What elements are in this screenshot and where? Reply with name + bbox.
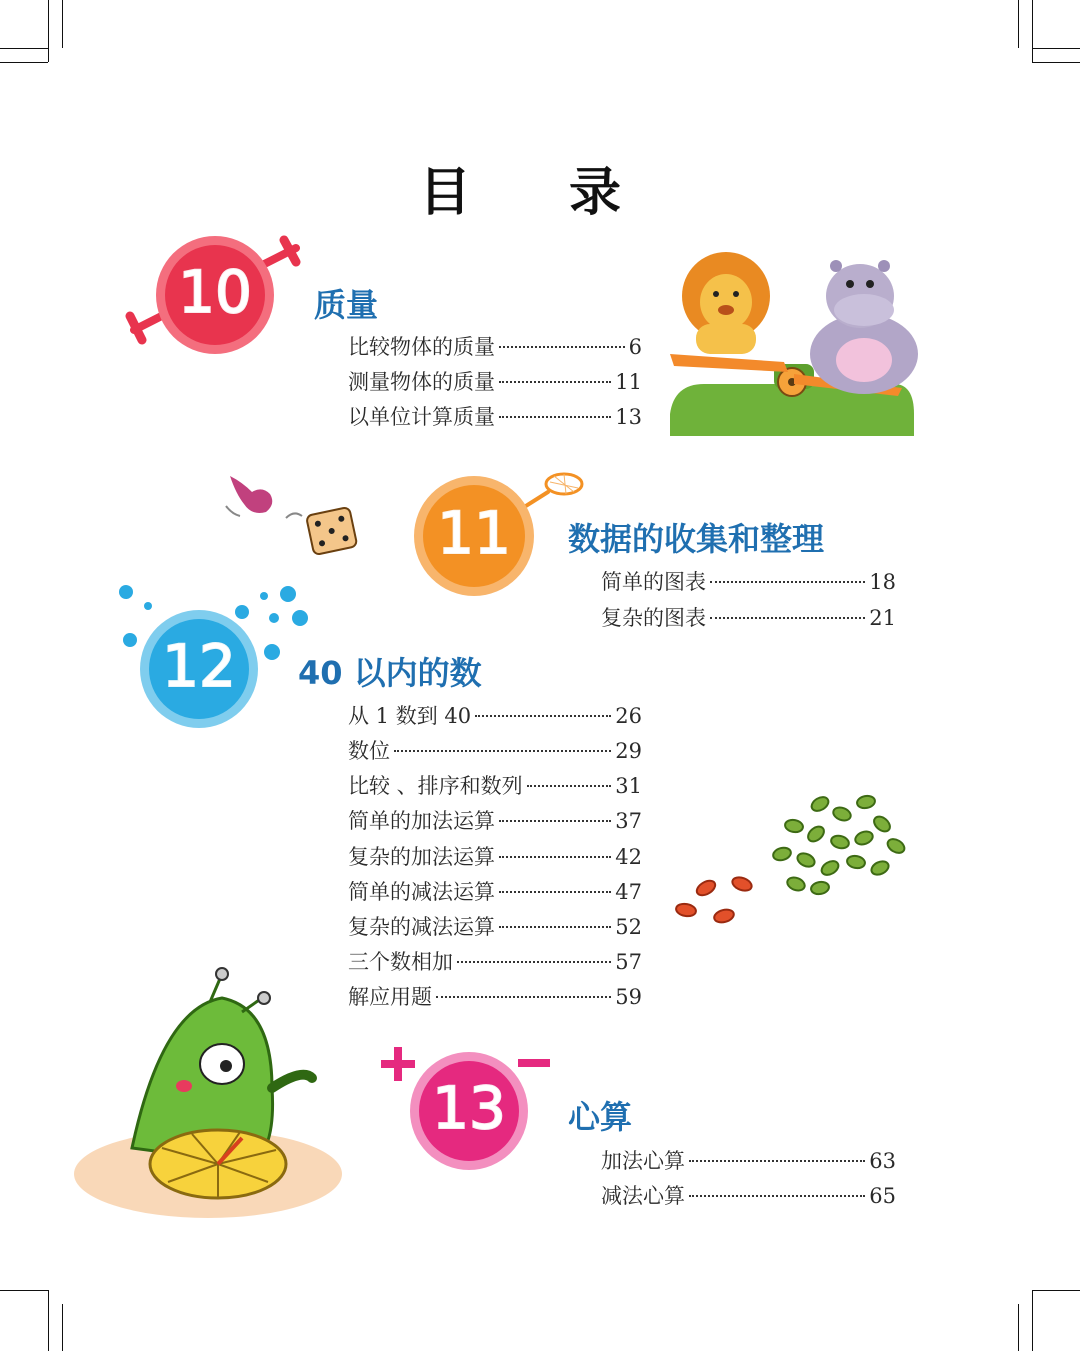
leader-dots — [499, 346, 625, 348]
toc-entry-page: 63 — [869, 1149, 896, 1173]
crop-mark — [48, 1290, 49, 1351]
leader-dots — [457, 961, 611, 963]
crop-mark — [62, 0, 63, 48]
lion-hippo-scale-illustration — [664, 244, 924, 444]
toc-entry-label: 减法心算 — [601, 1184, 685, 1208]
unit-13-title[interactable]: 心算 — [568, 1098, 633, 1136]
crop-mark — [1032, 48, 1080, 49]
toc-entry[interactable] — [348, 842, 642, 872]
toc-entry[interactable] — [348, 332, 642, 362]
leader-dots — [436, 996, 611, 998]
toc-entry[interactable] — [348, 947, 642, 977]
toc-entry-label: 从 1 数到 40 — [348, 704, 472, 728]
leader-dots — [499, 820, 611, 822]
unit-10-number: 10 — [178, 258, 252, 326]
toc-entry[interactable] — [348, 912, 642, 942]
unit-12-number: 12 — [162, 632, 236, 700]
toc-entry-page: 6 — [628, 335, 642, 359]
unit-10-title[interactable]: 质量 — [314, 286, 379, 324]
crop-mark — [1032, 1290, 1033, 1351]
toc-entry[interactable] — [601, 1181, 896, 1211]
toc-entry-label: 以单位计算质量 — [348, 405, 495, 429]
toc-entry-label: 简单的加法运算 — [348, 809, 495, 833]
toc-entry-label: 三个数相加 — [348, 950, 453, 974]
toc-entry-page: 11 — [615, 370, 642, 394]
crop-mark — [1032, 0, 1033, 62]
toc-entry[interactable] — [348, 402, 642, 432]
unit-11-number: 11 — [437, 499, 511, 567]
toc-entry-label: 比较物体的质量 — [348, 335, 495, 359]
toc-entry[interactable] — [348, 877, 642, 907]
leader-dots — [499, 416, 611, 418]
toc-entry-label: 复杂的加法运算 — [348, 845, 495, 869]
crop-mark — [0, 48, 48, 49]
hand-rolling-dice-illustration — [222, 472, 372, 562]
toc-entry-page: 42 — [615, 845, 642, 869]
toc-entry-label: 简单的减法运算 — [348, 880, 495, 904]
toc-entry-page: 21 — [869, 606, 896, 630]
toc-entry-label: 加法心算 — [601, 1149, 685, 1173]
leader-dots — [499, 856, 611, 858]
crop-mark — [1032, 62, 1080, 63]
unit-11-title[interactable]: 数据的收集和整理 — [568, 520, 825, 558]
toc-entry[interactable] — [348, 701, 642, 731]
toc-entry-page: 31 — [615, 774, 642, 798]
crop-mark — [0, 1290, 48, 1291]
toc-entry[interactable] — [348, 736, 642, 766]
toc-entry-page: 26 — [615, 704, 642, 728]
page-title: 目 录 — [418, 163, 662, 223]
toc-entry[interactable] — [348, 367, 642, 397]
leader-dots — [499, 381, 611, 383]
leader-dots — [689, 1160, 865, 1162]
toc-entry-page: 57 — [615, 950, 642, 974]
toc-entry-label: 简单的图表 — [601, 570, 706, 594]
toc-entry[interactable] — [348, 982, 642, 1012]
toc-entry[interactable] — [601, 1146, 896, 1176]
toc-entry-label: 测量物体的质量 — [348, 370, 495, 394]
toc-entry-page: 13 — [615, 405, 642, 429]
leader-dots — [499, 926, 611, 928]
crop-mark — [1018, 0, 1019, 48]
toc-entry-page: 59 — [615, 985, 642, 1009]
crop-mark — [62, 1304, 63, 1351]
toc-entry-page: 52 — [615, 915, 642, 939]
leader-dots — [710, 617, 865, 619]
crop-mark — [0, 62, 48, 63]
crop-mark — [1032, 1290, 1080, 1291]
toc-entry-label: 复杂的减法运算 — [348, 915, 495, 939]
toc-entry-label: 复杂的图表 — [601, 606, 706, 630]
leader-dots — [475, 715, 611, 717]
leader-dots — [394, 750, 611, 752]
leader-dots — [527, 785, 612, 787]
leader-dots — [710, 581, 865, 583]
toc-entry[interactable] — [601, 603, 896, 633]
unit-12-title[interactable]: 40 以内的数 — [298, 654, 482, 692]
toc-entry-page: 18 — [869, 570, 896, 594]
crop-mark — [1018, 1304, 1019, 1351]
toc-entry[interactable] — [348, 771, 642, 801]
crop-mark — [48, 0, 49, 62]
toc-entry[interactable] — [348, 806, 642, 836]
toc-entry-label: 数位 — [348, 739, 390, 763]
leader-dots — [499, 891, 611, 893]
minus-icon — [518, 1059, 550, 1069]
toc-entry[interactable] — [601, 567, 896, 597]
toc-entry-page: 29 — [615, 739, 642, 763]
toc-entry-label: 解应用题 — [348, 985, 432, 1009]
toc-entry-page: 65 — [869, 1184, 896, 1208]
toc-entry-label: 比较 、排序和数列 — [348, 774, 523, 798]
toc-entry-page: 47 — [615, 880, 642, 904]
green-alien-spinner-illustration — [72, 968, 342, 1228]
unit-13-number: 13 — [432, 1074, 506, 1142]
toc-entry-page: 37 — [615, 809, 642, 833]
beans-illustration — [670, 784, 920, 934]
leader-dots — [689, 1195, 865, 1197]
